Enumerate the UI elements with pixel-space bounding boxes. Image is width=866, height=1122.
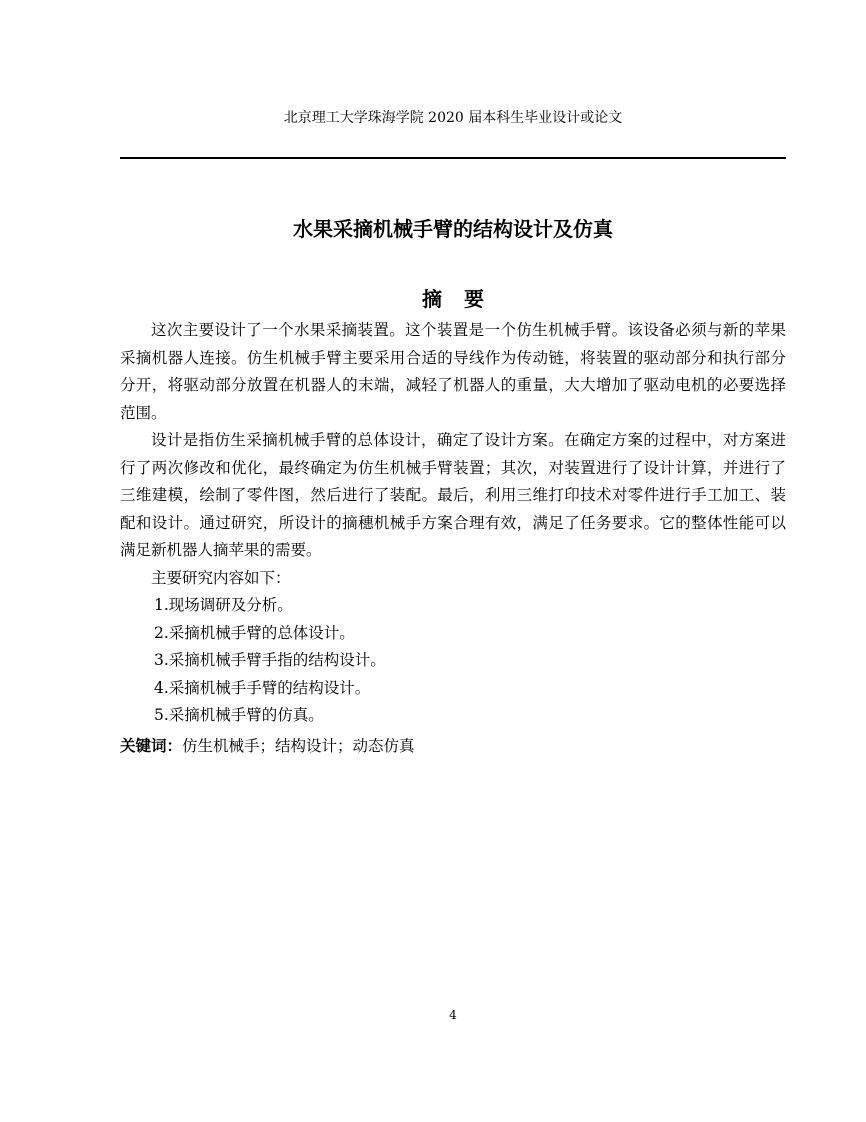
research-content-list (120, 592, 786, 730)
thesis-title: 水果采摘机械手臂的结构设计及仿真 (293, 217, 613, 241)
abstract-heading: 摘要 (422, 287, 506, 311)
abstract-paragraph: 这次主要设计了一个水果采摘装置。这个装置是一个仿生机械手臂。该设备必须与新的苹果采摘机器人连接。仿生机械手臂主要采用合适的导线作为传动链，将装置的驱动部分和执行部分分开，将驱动部分放置在机器人的末端，减轻了机器人的重量，大大增加了驱动电机的必要选择范围。 (120, 321, 786, 422)
list-item: 2.采摘机械手臂的总体设计。 (154, 623, 355, 642)
abstract-paragraph: 设计是指仿生采摘机械手臂的总体设计，确定了设计方案。在确定方案的过程中，对方案进行了两次修改和优化，最终确定为仿生机械手臂装置；其次，对装置进行了设计计算，并进行了三维建模，绘制了零件图，然后进行了装配。最后，利用三维打印技术对零件进行手工加工、装配和设计。通过研究，所设计的摘穗机械手方案合理有效，满足了任务要求。它的整体性能可以满足新机器人摘苹果的需要。 (120, 431, 786, 559)
keywords-line (120, 733, 786, 761)
list-item: 4.采摘机械手手臂的结构设计。 (154, 678, 371, 697)
running-header: 北京理工大学珠海学院 2020 届本科生毕业设计或论文 (283, 110, 623, 126)
keywords-label: 关键词： (120, 736, 183, 755)
keywords-text: 仿生机械手；结构设计；动态仿真 (182, 736, 415, 755)
abstract-body (120, 317, 786, 760)
page-number: 4 (449, 1008, 457, 1022)
list-item: 3.采摘机械手臂手指的结构设计。 (154, 651, 386, 669)
header-rule (120, 157, 786, 159)
list-item: 5.采摘机械手臂的仿真。 (154, 706, 324, 724)
research-intro: 主要研究内容如下： (151, 568, 291, 587)
list-item: 1.现场调研及分析。 (154, 596, 293, 614)
